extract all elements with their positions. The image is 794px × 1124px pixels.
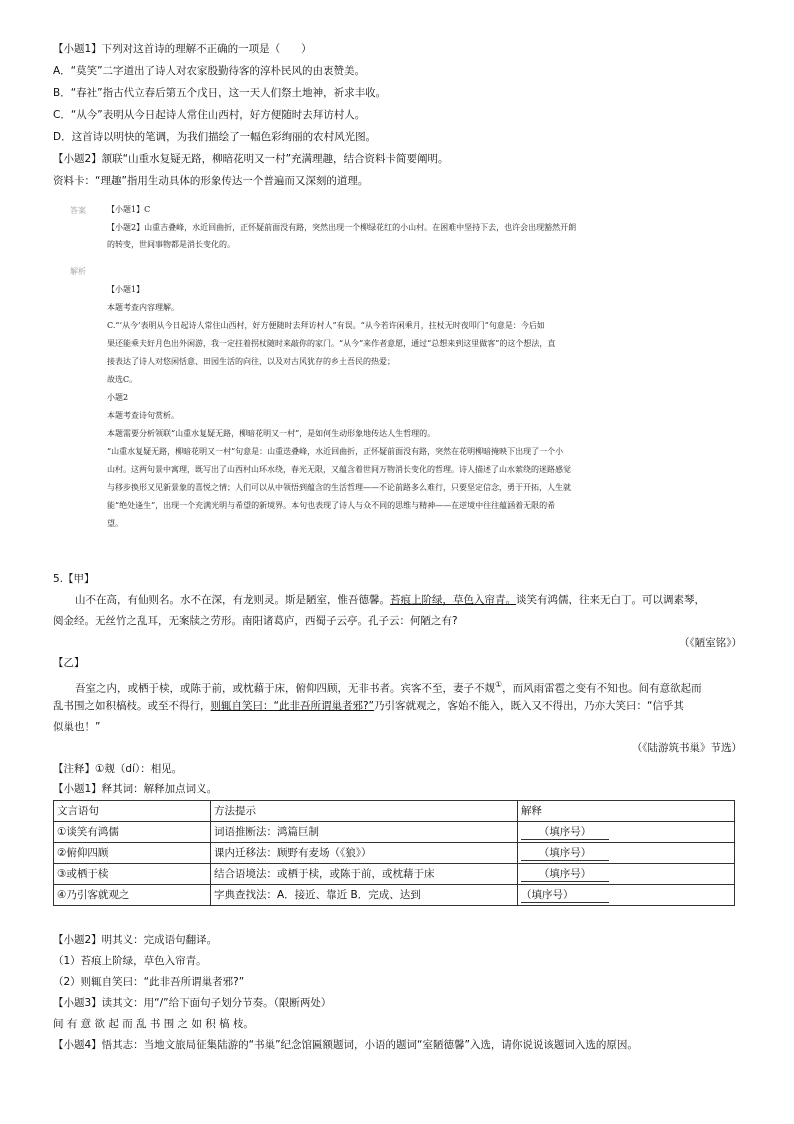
yi-source: （《陆游筑书巢》节选） bbox=[631, 742, 742, 754]
jia-underlined-sentence: 苔痕上阶绿，草色入帘青。 bbox=[390, 594, 516, 606]
analysis-line: 【小题1】 bbox=[107, 285, 145, 294]
answer-blank[interactable]: （填序号） bbox=[518, 843, 735, 864]
q1-stem: 【小题1】下列对这首诗的理解不正确的一项是（ ） bbox=[53, 43, 312, 55]
table-cell: 字典查找法：A．接近、靠近 B．完成、达到 bbox=[211, 885, 518, 906]
table-header: 文言语句 bbox=[54, 801, 211, 822]
analysis-line: 果还能乘夫好月色出外闲游，我一定拄着拐杖随时来敲你的家门。“从今”来作者意愿，通过“总想来到这里做客”的这个想法，直 bbox=[107, 339, 556, 348]
yi-line-2 bbox=[53, 699, 684, 713]
yi-text: 乃引客就观之，客始不能入，既入又不得出，乃亦大笑曰：“信乎其 bbox=[373, 700, 684, 712]
sub3-stem: 【小题3】读其文：用“/”给下面句子划分节奏。（限断两处） bbox=[53, 997, 332, 1009]
jia-text: 谈笑有鸿儒，往来无白丁。可以调素琴， bbox=[516, 594, 705, 606]
q2-stem: 【小题2】颔联“山重水复疑无路，柳暗花明又一村”充满理趣，结合资料卡简要阐明。 bbox=[53, 153, 449, 165]
analysis-line: “山重水复疑无路，柳暗花明又一村”句意是：山重迭叠峰，水近回曲折，正怀疑前面没有路，突然在花明柳暗掩映下出现了一个小 bbox=[107, 447, 564, 456]
q5-title: 5.【甲】 bbox=[53, 573, 95, 585]
vocab-table bbox=[53, 800, 735, 906]
jia-line-1 bbox=[75, 593, 705, 607]
answer-line-2: 【小题2】山重吉叠峰，水近回曲折，正怀疑前面没有路，突然出现一个柳绿花红的小山村。在困难中坚持下去，也许会出现豁然开朗 bbox=[107, 223, 577, 232]
sub2-item-2: （2）则辄自笑曰：“此非吾所谓巢者邪?” bbox=[53, 976, 245, 988]
analysis-line: 故选C。 bbox=[107, 375, 138, 384]
analysis-line: 能“绝处逢生”，出现一个充满光明与希望的新境界。本句也表现了诗人与众不同的思维与精神——在逆境中往往蕴涵着无限的希 bbox=[107, 501, 556, 510]
option-a: A．“莫笑”二字道出了诗人对农家殷勤待客的淳朴民风的由衷赞美。 bbox=[53, 65, 366, 77]
table-row bbox=[54, 843, 735, 864]
table-header-row bbox=[54, 801, 735, 822]
analysis-line: 接表达了诗人对悠闲恬意、田园生活的向往，以及对古风犹存的乡土吾民的热爱； bbox=[107, 357, 395, 366]
analysis-line: 本题考查内容理解。 bbox=[107, 303, 179, 312]
sub3-sentence: 间 有 意 欲 起 而 乱 书 围 之 如 积 槁 枝。 bbox=[53, 1018, 254, 1030]
analysis-line: 小题2 bbox=[107, 393, 129, 402]
table-row bbox=[54, 864, 735, 885]
table-cell: ①谈笑有鸿儒 bbox=[54, 822, 211, 843]
answer-blank[interactable]: （填序号） bbox=[518, 822, 735, 843]
annotation: 【注释】①觌（dí）：相见。 bbox=[53, 763, 183, 775]
sub2-stem: 【小题2】明其义：完成语句翻译。 bbox=[53, 934, 218, 946]
table-cell: ④乃引客就观之 bbox=[54, 885, 211, 906]
sub4-stem: 【小题4】悟其志：当地文旅局征集陆游的“书巢”纪念馆匾额题词，小语的题词“室陋德馨”入选，请你说说该题词入选的原因。 bbox=[53, 1039, 638, 1051]
option-c: C．“从今”表明从今日起诗人常住山西村，好方便随时去拜访村人。 bbox=[53, 109, 366, 121]
table-header: 方法提示 bbox=[211, 801, 518, 822]
table-cell: ③或栖于椟 bbox=[54, 864, 211, 885]
sub1-stem: 【小题1】释其词：解释加点词义。 bbox=[53, 783, 218, 795]
table-header: 解释 bbox=[518, 801, 735, 822]
option-b: B．“春社”指古代立春后第五个戊日，这一天人们祭土地神，祈求丰收。 bbox=[53, 87, 387, 99]
table-cell: 结合语境法：或栖于椟，或陈于前，或枕藉于床 bbox=[211, 864, 518, 885]
analysis-line: 与移步换形又见新景象的喜悦之情；人们可以从中领悟到蕴含的生活哲理——不论前路多么难行，只要坚定信念，勇于开拓，人生就 bbox=[107, 483, 571, 492]
table-cell: 课内迁移法：顾野有麦场（《狼》） bbox=[211, 843, 518, 864]
analysis-line: 望。 bbox=[107, 519, 123, 528]
yi-line-3: 似巢也！” bbox=[53, 721, 101, 733]
analysis-line: C.“‘从今’表明从今日起诗人常住山西村，好方便随时去拜访村人”有误。“从今若许闲乘月，拄杖无时夜叩门”句意是：今后如 bbox=[107, 321, 545, 330]
yi-underlined-sentence: 则辄自笑曰：“此非吾所谓巢者邪?” bbox=[210, 700, 374, 712]
jia-text: 山不在高，有仙则名。水不在深，有龙则灵。斯是陋室，惟吾德馨。 bbox=[75, 594, 390, 606]
data-card: 资料卡：“理趣”指用生动具体的形象传达一个普遍而又深刻的道理。 bbox=[53, 175, 369, 187]
table-row bbox=[54, 885, 735, 906]
yi-line-1 bbox=[75, 678, 702, 696]
jia-line-2: 阅金经。无丝竹之乱耳，无案牍之劳形。南阳诸葛庐，西蜀子云亭。孔子云：何陋之有? bbox=[53, 615, 458, 627]
answer-blank[interactable]: （填序号） bbox=[518, 864, 735, 885]
yi-text: ，而风雨雷雹之变有不知也。间有意欲起而 bbox=[502, 682, 702, 695]
jia-source: （《陋室铭》） bbox=[679, 637, 742, 649]
answer-line-1: 【小题1】C bbox=[107, 205, 151, 214]
table-cell: 词语推断法：鸿篇巨制 bbox=[211, 822, 518, 843]
yi-text: 吾室之内，或栖于椟，或陈于前，或枕藉于床，俯仰四顾，无非书者。宾客不至，妻子不觌 bbox=[75, 682, 495, 695]
answer-blank[interactable]: （填序号） bbox=[518, 885, 735, 906]
answer-line-3: 的转变，世间事物都是消长变化的。 bbox=[107, 240, 235, 249]
table-cell: ②俯仰四顾 bbox=[54, 843, 211, 864]
answer-label: 答案 bbox=[70, 206, 86, 215]
yi-text: 乱书围之如积槁枝。或至不得行， bbox=[53, 700, 211, 712]
option-d: D．这首诗以明快的笔调，为我们描绘了一幅色彩绚丽的农村风光图。 bbox=[53, 131, 377, 143]
note-marker: ① bbox=[495, 680, 503, 689]
yi-title: 【乙】 bbox=[53, 657, 85, 669]
sub2-item-1: （1）苔痕上阶绿，草色入帘青。 bbox=[53, 955, 207, 967]
analysis-line: 本题需要分析领联“山重水复疑无路，柳暗花明又一村”，是如何生动形象地传达人生哲理的。 bbox=[107, 429, 436, 438]
analysis-line: 山村。这两句景中寓理，既写出了山西村山环水绕，春光无限，又蕴含着世间万物消长变化的哲理。诗人描述了山水萦绕的迷路感觉 bbox=[107, 465, 571, 474]
analysis-label: 解析 bbox=[70, 267, 86, 276]
table-row bbox=[54, 822, 735, 843]
analysis-line: 本题考查诗句赏析。 bbox=[107, 411, 179, 420]
